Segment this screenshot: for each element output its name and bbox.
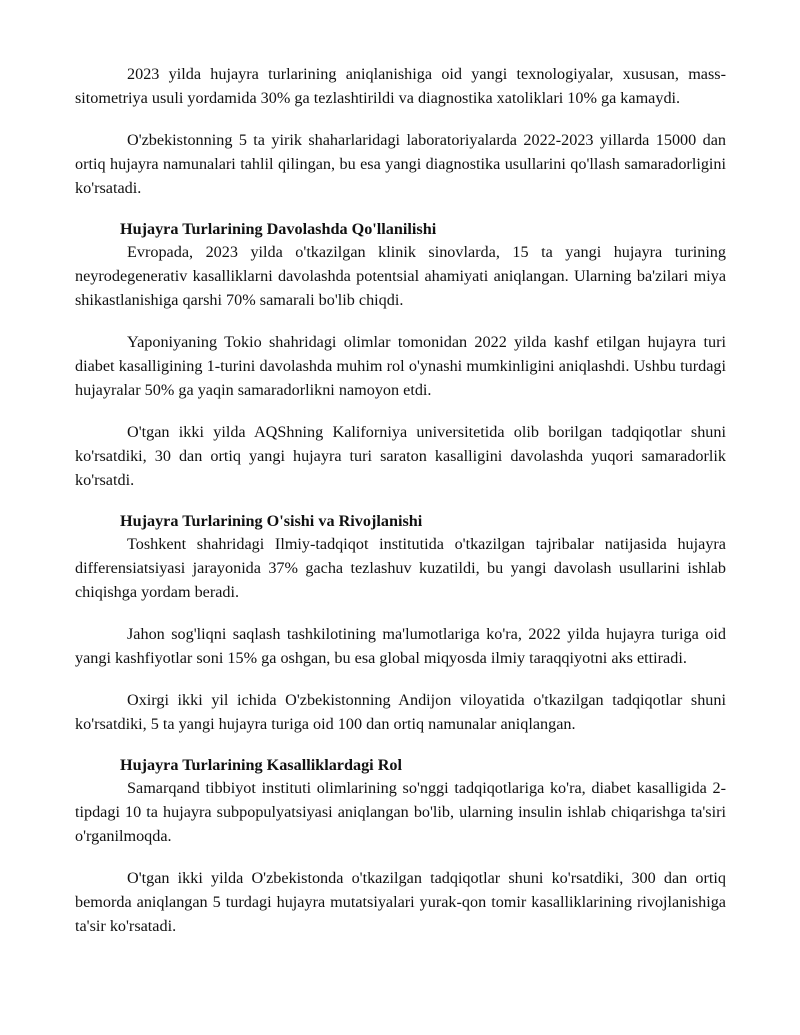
section-heading-growth: Hujayra Turlarining O'sishi va Rivojlanishi [120, 512, 423, 530]
paragraph-who-discoveries: Jahon sog'liqni saqlash tashkilotining ma'lumotlariga ko'ra, 2022 yilda hujayra turiga oid yangi kashfiyotlar soni 15% ga oshgan, bu esa global miqyosda ilmiy taraqqiyotni aks ettiradi. [75, 625, 726, 667]
paragraph-cardiovascular-mutations: O'tgan ikki yilda O'zbekistonda o'tkazilgan tadqiqotlar shuni ko'rsatdiki, 300 dan ortiq bemorda aniqlangan 5 turdagi hujayra mutatsiyalari yurak-qon tomir kasalliklarining rivojlanishiga ta'sir ko'rsatadi. [75, 869, 726, 935]
paragraph-europe-trials: Evropada, 2023 yilda o'tkazilgan klinik sinovlarda, 15 ta yangi hujayra turining neyrodegenerativ kasalliklarni davolashda potentsial ahamiyati aniqlangan. Ularning ba'zilari miya shikastlanishiga qarshi 70% samarali bo'lib chiqdi. [75, 243, 726, 309]
paragraph-mass-cytometry: 2023 yilda hujayra turlarining aniqlanishiga oid yangi texnologiyalar, xususan, mass-sitometriya usuli yordamida 30% ga tezlashtirildi va diagnostika xatoliklari 10% ga kamaydi. [75, 65, 726, 107]
paragraph-tokyo-diabetes: Yaponiyaning Tokio shahridagi olimlar tomonidan 2022 yilda kashf etilgan hujayra turi diabet kasalligining 1-turini davolashda muhim rol o'ynashi mumkinligini aniqlashdi. Ushbu turdagi hujayralar 50% ga yaqin samaradorlikni namoyon etdi. [75, 333, 726, 399]
paragraph-andijan-research: Oxirgi ikki yil ichida O'zbekistonning Andijon viloyatida o'tkazilgan tadqiqotlar shuni ko'rsatdiki, 5 ta yangi hujayra turiga oid 100 dan ortiq namunalar aniqlangan. [75, 691, 726, 733]
document-page [75, 62, 726, 956]
paragraph-california-cancer: O'tgan ikki yilda AQShning Kaliforniya universitetida olib borilgan tadqiqotlar shuni ko'rsatdiki, 30 dan ortiq yangi hujayra turi saraton kasalligini davolashda yuqori samaradorlik ko'rsatdi. [75, 423, 726, 489]
section-heading-diseases: Hujayra Turlarining Kasalliklardagi Rol [120, 756, 402, 774]
paragraph-uzbek-laboratories: O'zbekistonning 5 ta yirik shaharlaridagi laboratoriyalarda 2022-2023 yillarda 15000 dan ortiq hujayra namunalari tahlil qilingan, bu esa yangi diagnostika usullarini qo'llash samaradorligini ko'rsatadi. [75, 131, 726, 197]
paragraph-tashkent-institute: Toshkent shahridagi Ilmiy-tadqiqot institutida o'tkazilgan tajribalar natijasida hujayra differensiatsiyasi jarayonida 37% gacha tezlashuv kuzatildi, bu yangi davolash usullarini ishlab chiqishga yordam beradi. [75, 535, 726, 601]
section-heading-treatment: Hujayra Turlarining Davolashda Qo'llanilishi [120, 220, 437, 238]
paragraph-samarkand-diabetes: Samarqand tibbiyot instituti olimlarining so'nggi tadqiqotlariga ko'ra, diabet kasalligida 2-tipdagi 10 ta hujayra subpopulyatsiyasi aniqlangan bo'lib, ularning insulin ishlab chiqarishga ta'siri o'rganilmoqda. [75, 779, 726, 845]
